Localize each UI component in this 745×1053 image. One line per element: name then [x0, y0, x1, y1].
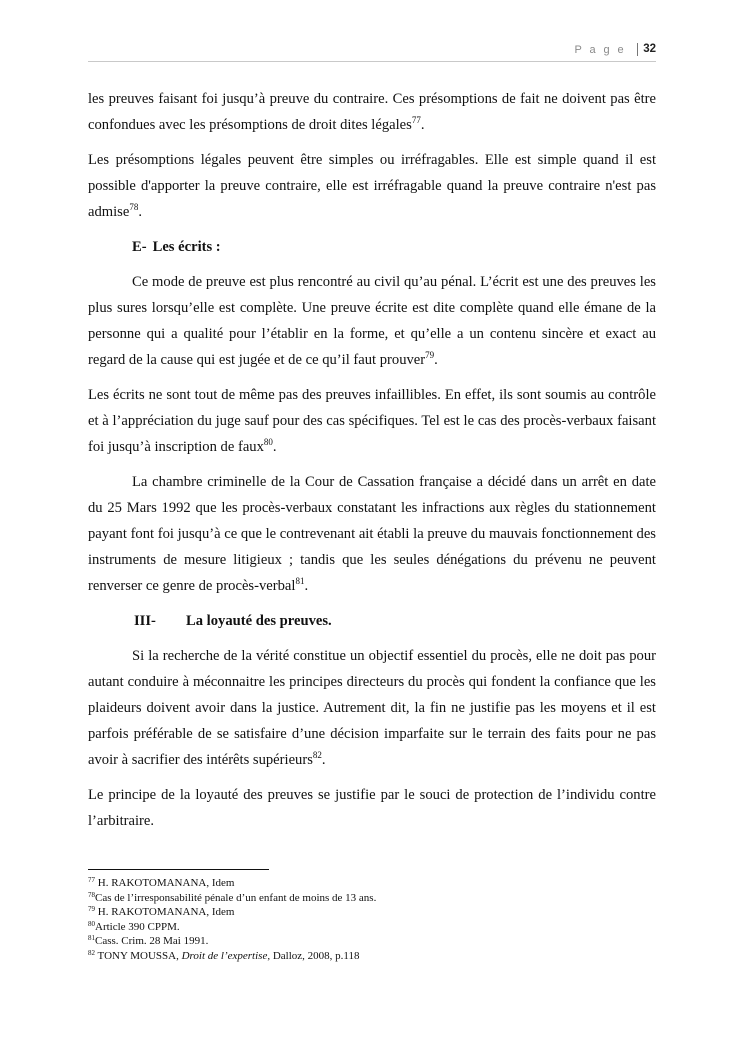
paragraph: les preuves faisant foi jusqu’à preuve du contraire. Ces présomptions de fait ne doivent pas être confondues avec les présomptions de droit dites légales$^{77}$. — [88, 91, 656, 133]
footnote-ref[interactable]: 78 — [129, 202, 139, 212]
footnote-separator — [88, 869, 269, 870]
paragraph: Le principe de la loyauté des preuves se justifie par le souci de protection de l’individu contre l’arbitraire. — [88, 787, 656, 829]
page-label: P a g e — [574, 44, 626, 56]
paragraph: Les présomptions légales peuvent être simples ou irréfragables. Elle est simple quand il est possible d'apporter la preuve contraire, elle est irréfragable quand la preuve contraire n'est pas admise$^{78}$. — [88, 152, 656, 220]
footnote: $^{79}$ H. RAKOTOMANANA, Idem — [88, 905, 235, 919]
footnote-ref[interactable]: 79 — [425, 350, 435, 360]
footnote-ref[interactable]: 80 — [263, 437, 273, 447]
footnote: $^{78}$Cas de l’irresponsabilité pénale d’un enfant de moins de 13 ans. — [88, 890, 377, 904]
section-heading-iii: III- La loyauté des preuves. — [134, 613, 332, 629]
paragraph: La chambre criminelle de la Cour de Cassation française a décidé dans un arrêt en date du 25 Mars 1992 que les procès-verbaux constatant les infractions aux règles du stationnement payant font foi jusqu’à ce que le contrevenant ait établi la preuve du mauvais fonctionnement des instruments de mesure litigieux ; tandis que les seules dénégations du prévenu ne peuvent renverser ce genre de procès-verbal$^{81}$. — [88, 474, 656, 594]
footnote-ref[interactable]: 81 — [295, 576, 305, 586]
footnote: $^{77}$ H. RAKOTOMANANA, Idem — [88, 876, 235, 889]
paragraph: Les écrits ne sont tout de même pas des preuves infaillibles. En effet, ils sont soumis au contrôle et à l’appréciation du juge sauf pour des cas spécifiques. Tel est le cas des procès-verbaux faisant foi jusqu’à inscription de faux$^{80}$. — [88, 387, 656, 455]
paragraph: Si la recherche de la vérité constitue un objectif essentiel du procès, elle ne doit pas pour autant conduire à méconnaitre les principes directeurs du procès qui fondent la confiance que les plaideurs doivent avoir dans la justice. Autrement dit, la fin ne justifie pas les moyens et il est parfois préférable de se satisfaire d’une décision imparfaite sur le terrain des faits pour ne pas avoir à sacrifier des intérêts supérieurs$^{82}$. — [88, 648, 656, 768]
footnote: $^{81}$Cass. Crim. 28 Mai 1991. — [88, 934, 209, 948]
page-number: 32 — [637, 43, 656, 56]
page-header — [88, 41, 656, 62]
footnote: $^{82}$ TONY MOUSSA, Droit de l’expertise, Dalloz, 2008, p.118 — [88, 948, 360, 962]
footnotes — [88, 876, 656, 964]
paragraph: Ce mode de preuve est plus rencontré au civil qu’au pénal. L’écrit est une des preuves les plus sures lorsqu’elle est complète. Une preuve écrite est dite complète quand elle émane de la personne qui a qualité pour l’établir en la forme, et qu’elle a un contenu sincère et exact au regard de la cause qui est jugée et de ce qu’il faut prouver$^{79}$. — [88, 274, 656, 368]
body-text — [88, 86, 656, 843]
section-heading-e: E- Les écrits : — [132, 239, 221, 255]
footnote-ref[interactable]: 77 — [411, 115, 421, 125]
footnote-ref[interactable]: 82 — [312, 750, 322, 760]
footnote: $^{80}$Article 390 CPPM. — [88, 919, 180, 933]
